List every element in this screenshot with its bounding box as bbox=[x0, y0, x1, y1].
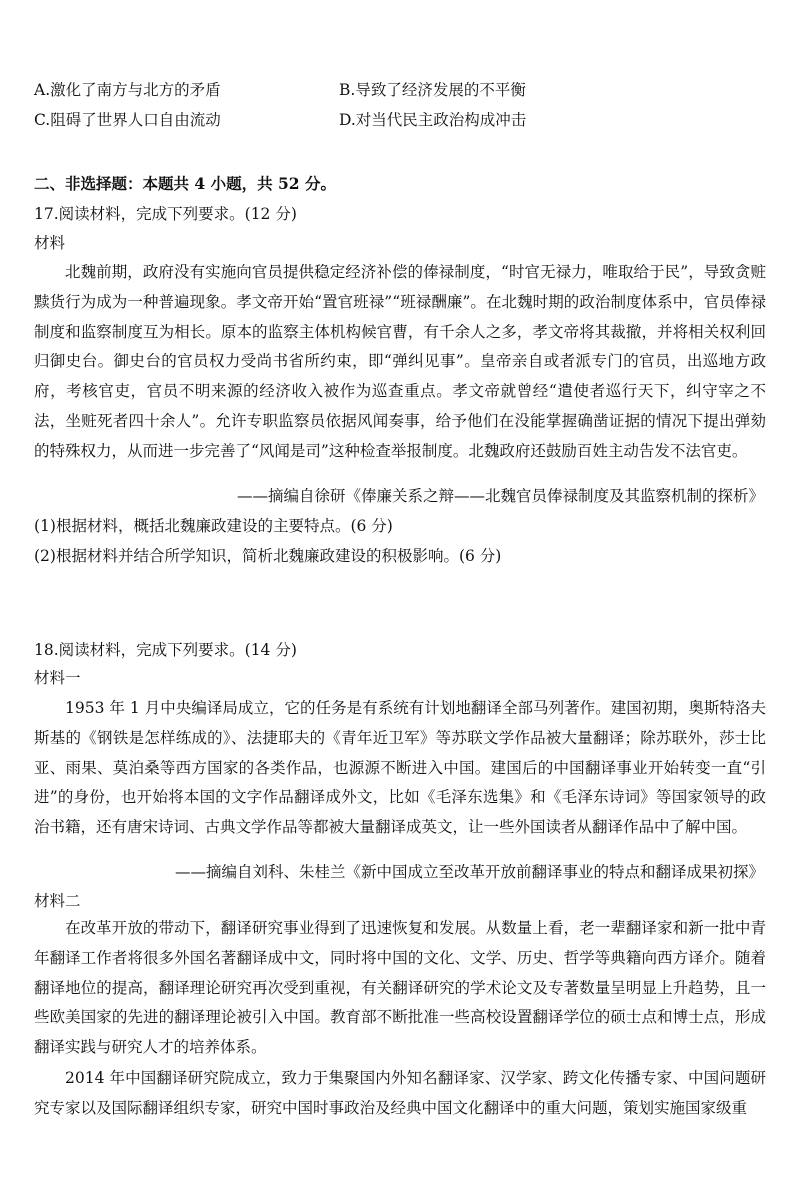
question-17-material-label: 材料 bbox=[34, 234, 66, 252]
option-a: A.激化了南方与北方的矛盾 bbox=[34, 81, 221, 99]
option-d: D.对当代民主政治构成冲击 bbox=[339, 111, 527, 129]
question-18-material-2-text-b: 2014 年中国翻译研究院成立，致力于集聚国内外知名翻译家、汉学家、跨文化传播专家、中国问题研究专家以及国际翻译组织专家，研究中国时事政治及经典中国文化翻译中的重大问题，策划实施国家级重 bbox=[34, 1069, 766, 1117]
question-18-source-1: ——摘编自刘科、朱桂兰《新中国成立至改革开放前翻译事业的特点和翻译成果初探》 bbox=[174, 863, 764, 881]
option-c: C.阻碍了世界人口自由流动 bbox=[34, 111, 221, 129]
question-18-material-1-text: 1953 年 1 月中央编译局成立，它的任务是有系统有计划地翻译全部马列著作。建国初期，奥斯特洛夫斯基的《钢铁是怎样练成的》、法捷耶夫的《青年近卫军》等苏联文学作品被大量翻译；除苏联外，莎士比亚、雨果、莫泊桑等西方国家的各类作品，也源源不断进入中国。建国后的中国翻译事业开始转变一直“引进”的身份，也开始将本国的文字作品翻译成外文，比如《毛泽东选集》和《毛泽东诗词》等国家领导的政治书籍，还有唐宋诗词、古典文学作品等都被大量翻译成英文，让一些外国读者从翻译作品中了解中国。 bbox=[34, 699, 766, 837]
option-b: B.导致了经济发展的不平衡 bbox=[339, 81, 526, 99]
section-heading: 二、非选择题：本题共 4 小题，共 52 分。 bbox=[34, 174, 336, 193]
question-17-sub-1: (1)根据材料，概括北魏廉政建设的主要特点。(6 分) bbox=[34, 517, 393, 535]
question-17-material-text: 北魏前期，政府没有实施向官员提供稳定经济补偿的俸禄制度，“时官无禄力，唯取给于民”，导致贪赃黩货行为成为一种普遍现象。孝文帝开始“置官班禄”“班禄酬廉”。在北魏时期的政治制度体系中，官员俸禄制度和监察制度互为相长。原本的监察主体机构候官曹，有千余人之多，孝文帝将其裁撤，并将相关权利回归御史台。御史台的官员权力受尚书省所约束，即“弹纠见事”。皇帝亲自或者派专门的官员，出巡地方政府，考核官吏，官员不明来源的经济收入被作为巡查重点。孝文帝就曾经“遣使者巡行天下，纠守宰之不法，坐赃死者四十余人”。允许专职监察员依据风闻奏事，给予他们在没能掌握确凿证据的情况下提出弹劾的特殊权力，从而进一步完善了“风闻是司”这种检查举报制度。北魏政府还鼓励百姓主动告发不法官吏。 bbox=[34, 263, 766, 460]
question-18-material-2-label: 材料二 bbox=[34, 892, 81, 910]
question-17-title: 17.阅读材料，完成下列要求。(12 分) bbox=[34, 205, 297, 223]
question-18-material-2-text-a: 在改革开放的带动下，翻译研究事业得到了迅速恢复和发展。从数量上看，老一辈翻译家和新一批中青年翻译工作者将很多外国名著翻译成中文，同时将中国的文化、文学、历史、哲学等典籍向西方译介。随着翻译地位的提高，翻译理论研究再次受到重视，有关翻译研究的学术论文及专著数量呈明显上升趋势，且一些欧美国家的先进的翻译理论被引入中国。教育部不断批准一些高校设置翻译学位的硕士点和博士点，形成翻译实践与研究人才的培养体系。 bbox=[34, 919, 766, 1057]
question-17-source: ——摘编自徐研《俸廉关系之辩——北魏官员俸禄制度及其监察机制的探析》 bbox=[236, 487, 764, 505]
question-18-material-1-label: 材料一 bbox=[34, 669, 81, 687]
question-17-sub-2: (2)根据材料并结合所学知识，简析北魏廉政建设的积极影响。(6 分) bbox=[34, 547, 502, 565]
question-18-title: 18.阅读材料，完成下列要求。(14 分) bbox=[34, 641, 297, 659]
